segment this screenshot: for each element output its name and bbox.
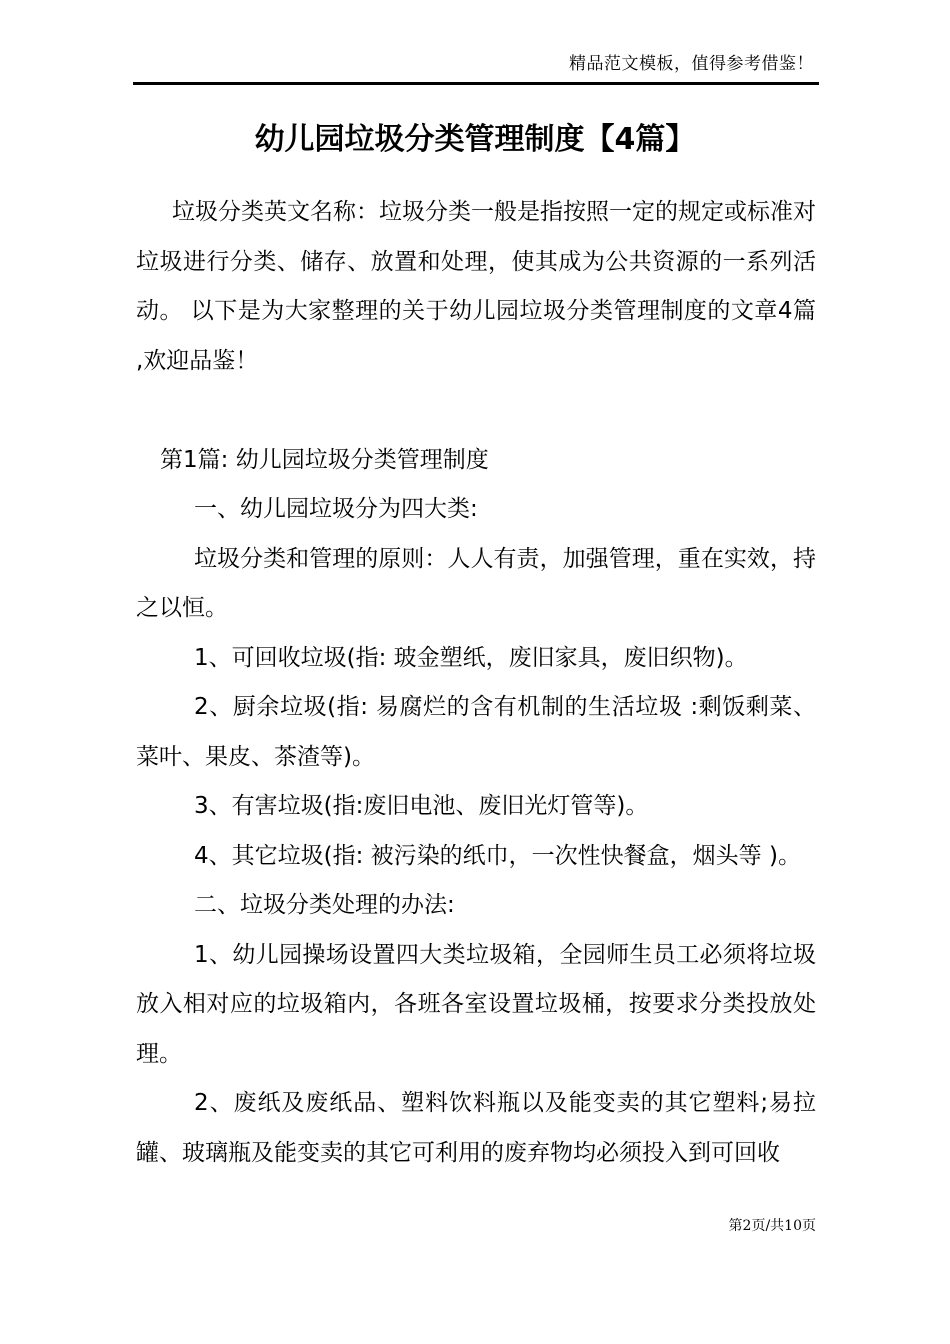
body-paragraph: 3、有害垃圾(指:废旧电池、废旧光灯管等)。	[194, 793, 649, 819]
header-note: 精品范文模板，值得参考借鉴！	[569, 54, 814, 74]
document-title: 幼儿园垃圾分类管理制度【4篇】	[254, 122, 696, 158]
paragraph-gap	[136, 386, 816, 436]
section-heading: 第1篇: 幼儿园垃圾分类管理制度	[160, 446, 489, 473]
header-divider	[133, 82, 819, 85]
body-paragraph: 二、垃圾分类处理的办法:	[194, 892, 455, 918]
body-paragraph: 垃圾分类和管理的原则：人人有责，加强管理，重在实效，持之以恒。	[136, 545, 816, 621]
body-paragraph: 4、其它垃圾(指: 被污染的纸巾，一次性快餐盒，烟头等 )。	[194, 842, 801, 869]
body-paragraph: 2、厨余垃圾(指: 易腐烂的含有机制的生活垃圾 :剩饭剩菜、菜叶、果皮、茶渣等)。	[136, 694, 816, 770]
document-body	[136, 188, 816, 1178]
intro-paragraph: 垃圾分类英文名称：垃圾分类一般是指按照一定的规定或标准对垃圾进行分类、储存、放置和处理，使其成为公共资源的一系列活动。 以下是为大家整理的关于幼儿园垃圾分类管理制度的文章4篇 ,欢迎品鉴！	[136, 199, 816, 374]
body-paragraph: 1、幼儿园操场设置四大类垃圾箱，全园师生员工必须将垃圾放入相对应的垃圾箱内，各班各室设置垃圾桶，按要求分类投放处理。	[136, 941, 816, 1067]
body-paragraph: 一、幼儿园垃圾分为四大类:	[194, 496, 478, 522]
body-paragraph: 1、可回收垃圾(指: 玻金塑纸，废旧家具，废旧织物)。	[194, 644, 748, 671]
page-number: 第2页/共10页	[728, 1218, 816, 1234]
body-paragraph: 2、废纸及废纸品、塑料饮料瓶以及能变卖的其它塑料;易拉罐、玻璃瓶及能变卖的其它可利用的废弃物均必须投入到可回收	[136, 1090, 816, 1166]
